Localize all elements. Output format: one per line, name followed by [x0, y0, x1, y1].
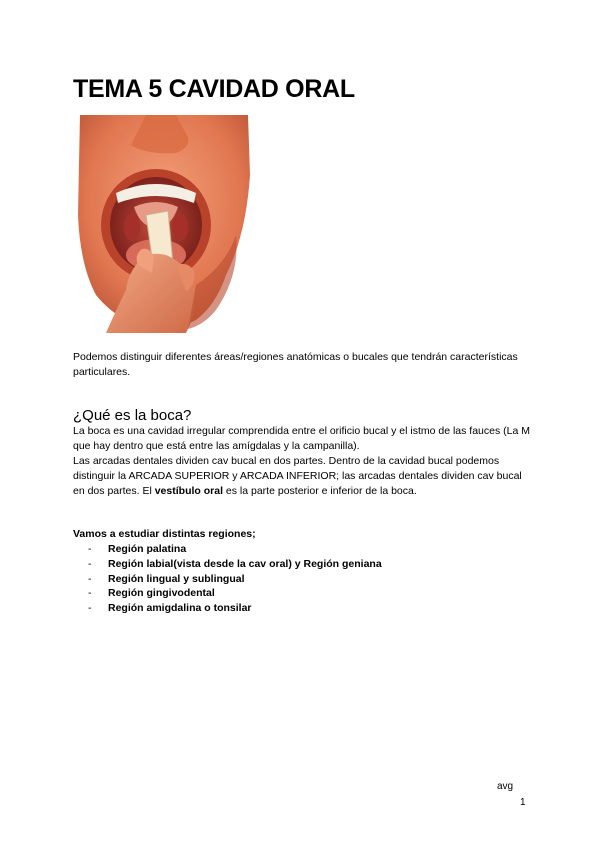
- list-item: [88, 601, 382, 616]
- section-body: [73, 424, 533, 499]
- region-label: Región lingual y sublingual: [108, 572, 245, 585]
- open-mouth-illustration: [76, 115, 252, 333]
- list-item: [88, 572, 382, 587]
- open-mouth-examination-icon: [76, 115, 252, 333]
- region-label: Región labial(vista desde la cav oral) y Región geniana: [108, 557, 382, 570]
- vestibulo-oral-term: vestíbulo oral: [154, 485, 223, 497]
- list-bullet: -: [88, 587, 92, 600]
- page-title: TEMA 5 CAVIDAD ORAL: [73, 75, 355, 103]
- arcadas-text-end: es la parte posterior e inferior de la boca.: [222, 485, 417, 497]
- arcadas-paragraph: [73, 454, 533, 499]
- list-item: [88, 557, 382, 572]
- list-bullet: -: [88, 557, 92, 570]
- list-bullet: -: [88, 572, 92, 585]
- region-label: Región palatina: [108, 543, 187, 555]
- list-bullet: -: [88, 543, 92, 555]
- list-item: [88, 586, 382, 601]
- section-heading: ¿Qué es la boca?: [73, 407, 192, 424]
- page-number: 1: [520, 797, 526, 808]
- intro-paragraph: Podemos distinguir diferentes áreas/regiones anatómicas o bucales que tendrán características particulares.: [73, 351, 518, 378]
- footer-author: avg: [497, 781, 514, 792]
- list-item: [88, 542, 382, 557]
- region-label: Región amigdalina o tonsilar: [108, 602, 252, 615]
- region-label: Región gingivodental: [108, 587, 215, 600]
- list-bullet: -: [88, 602, 92, 615]
- regions-list: [88, 542, 382, 616]
- regions-list-heading: Vamos a estudiar distintas regiones;: [73, 528, 256, 540]
- definition-paragraph: La boca es una cavidad irregular comprendida entre el orificio bucal y el istmo de las fauces (La M que hay dentro que está entre las amígdalas y la campanilla).: [73, 425, 530, 452]
- arcadas-text-start: Las arcadas dentales dividen cav bucal en dos partes. Dentro de la cavidad bucal podemos distinguir la ARCADA SUPERIOR y ARCADA INFERIOR; las arcadas dentales dividen cav bucal en dos partes. El: [73, 455, 522, 497]
